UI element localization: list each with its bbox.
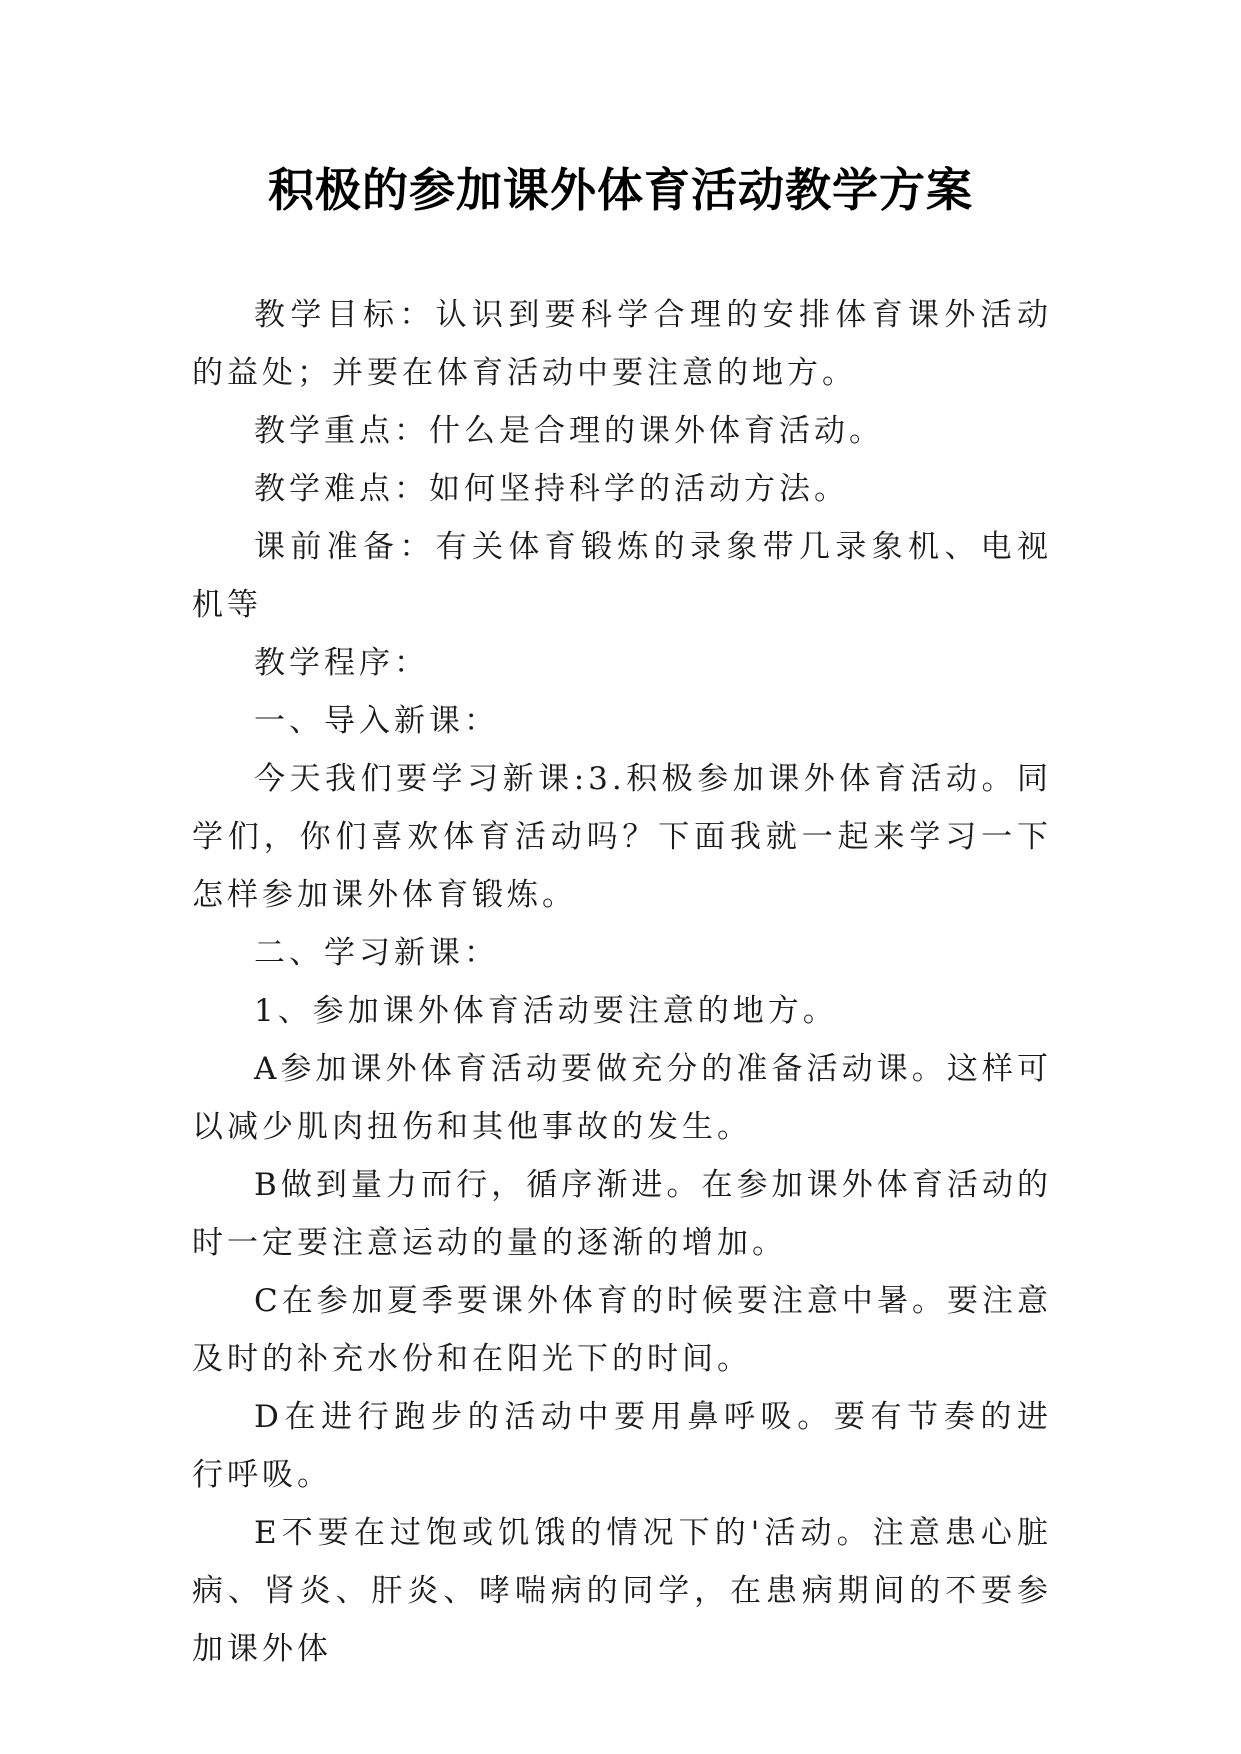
list-item-b: B做到量力而行，循序渐进。在参加课外体育活动的时一定要注意运动的量的逐渐的增加。 <box>192 1167 1052 1261</box>
list-item-d: D在进行跑步的活动中要用鼻呼吸。要有节奏的进行呼吸。 <box>192 1399 1052 1493</box>
list-item-e: E不要在过饱或饥饿的情况下的'活动。注意患心脏病、肾炎、肝炎、哮喘病的同学，在患病期间的不要参加课外体 <box>192 1515 1052 1667</box>
section-heading-intro: 一、导入新课： <box>254 703 499 739</box>
paragraph-procedure-heading: 教学程序： <box>254 645 429 681</box>
paragraph-preparation: 课前准备：有关体育锻炼的录象带几录象机、电视机等 <box>192 529 1052 623</box>
section-heading-new-lesson: 二、学习新课： <box>254 935 499 971</box>
paragraph-teaching-focus: 教学重点：什么是合理的课外体育活动。 <box>254 413 884 449</box>
paragraph-teaching-difficulty: 教学难点：如何坚持科学的活动方法。 <box>254 471 849 507</box>
subsection-heading-notes: 1、参加课外体育活动要注意的地方。 <box>254 993 838 1029</box>
list-item-c: C在参加夏季要课外体育的时候要注意中暑。要注意及时的补充水份和在阳光下的时间。 <box>192 1283 1052 1377</box>
document-title: 积极的参加课外体育活动教学方案 <box>268 163 973 217</box>
list-item-a: A参加课外体育活动要做充分的准备活动课。这样可以减少肌肉扭伤和其他事故的发生。 <box>192 1051 1052 1145</box>
document-body <box>192 286 1052 1678</box>
paragraph-intro: 今天我们要学习新课:3.积极参加课外体育活动。同学们，你们喜欢体育活动吗？下面我就一起来学习一下怎样参加课外体育锻炼。 <box>192 761 1052 913</box>
paragraph-teaching-goal: 教学目标：认识到要科学合理的安排体育课外活动的益处；并要在体育活动中要注意的地方。 <box>192 297 1052 391</box>
